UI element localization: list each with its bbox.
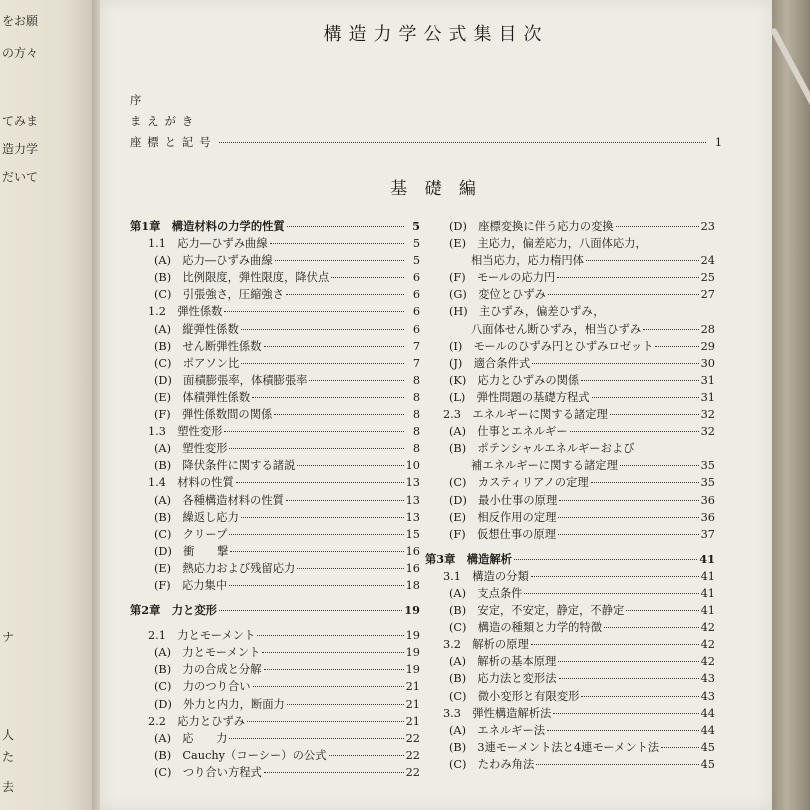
toc-entry xyxy=(130,406,420,423)
leader-dots xyxy=(264,669,404,670)
leader-dots xyxy=(661,747,698,748)
page-number: 18 xyxy=(405,578,420,592)
page-number: 37 xyxy=(700,527,715,541)
entry-title: (A) 支点条件 xyxy=(449,586,523,600)
entry-title: (C) クリープ xyxy=(154,527,228,541)
toc-entry xyxy=(130,252,420,269)
page-number: 8 xyxy=(412,408,420,422)
entry-title: (A) 縦弾性係数 xyxy=(154,322,239,336)
toc-section xyxy=(130,713,420,730)
toc-entry xyxy=(425,474,715,491)
entry-title: 第1章 構造材料の力学的性質 xyxy=(130,219,285,233)
leader-dots xyxy=(270,243,404,244)
toc-section xyxy=(425,568,715,585)
leader-dots xyxy=(297,568,403,569)
entry-title: (K) 応力とひずみの関係 xyxy=(449,373,580,387)
leader-dots xyxy=(559,678,699,679)
toc-entry xyxy=(425,509,715,526)
leader-dots xyxy=(532,363,698,364)
left-page-text-fragment: た xyxy=(2,750,15,764)
toc-entry xyxy=(130,509,420,526)
leader-dots xyxy=(558,661,698,662)
toc-entry xyxy=(130,661,420,678)
entry-title: (B) 安定，不安定，静定，不静定 xyxy=(449,604,625,618)
toc-entry xyxy=(130,355,420,372)
page-number: 5 xyxy=(412,237,420,251)
leader-dots xyxy=(230,551,403,552)
leader-dots xyxy=(253,686,404,687)
entry-title: (A) 各種構造材料の性質 xyxy=(154,493,284,507)
toc-entry xyxy=(425,602,715,619)
entry-title: (E) 熱応力および残留応力 xyxy=(154,561,296,575)
toc-section xyxy=(425,406,715,423)
leader-dots xyxy=(548,294,699,295)
leader-dots xyxy=(604,627,699,628)
leader-dots xyxy=(643,329,698,330)
toc-entry xyxy=(425,526,715,543)
toc-entry xyxy=(130,764,420,781)
toc-entry xyxy=(425,389,715,406)
left-page-text-fragment: の方々 xyxy=(2,46,39,60)
page-number: 41 xyxy=(700,604,715,618)
entry-title: 2.3 エネルギーに関する諸定理 xyxy=(443,408,608,422)
leader-dots xyxy=(274,414,404,415)
page-number: 13 xyxy=(405,510,420,524)
page-number: 7 xyxy=(412,339,420,353)
toc-entry xyxy=(130,644,420,661)
page-number: 6 xyxy=(412,271,420,285)
toc-section xyxy=(425,705,715,722)
leader-dots xyxy=(247,721,404,722)
toc-entry xyxy=(425,457,715,474)
leader-dots xyxy=(286,500,404,501)
page-number: 25 xyxy=(700,271,715,285)
page-number: 36 xyxy=(700,493,715,507)
toc-entry xyxy=(130,560,420,577)
page-number: 41 xyxy=(700,586,715,600)
entry-title: (A) 力とモーメント xyxy=(154,646,261,660)
entry-title: (C) たわみ角法 xyxy=(449,757,535,771)
leader-dots xyxy=(655,346,698,347)
page-number: 10 xyxy=(405,459,420,473)
left-page-text-fragment: だいて xyxy=(2,170,39,184)
previous-page-edge xyxy=(0,0,92,810)
page-number: 28 xyxy=(700,322,715,336)
page-number: 15 xyxy=(405,527,420,541)
page-number: 13 xyxy=(405,493,420,507)
toc-section xyxy=(130,235,420,252)
toc-entry xyxy=(130,372,420,389)
entry-title: (E) 相反作用の定理 xyxy=(449,510,557,524)
page-number: 43 xyxy=(700,672,715,686)
leader-dots xyxy=(558,534,699,535)
leader-dots xyxy=(264,346,405,347)
toc-entry xyxy=(130,730,420,747)
contents-page xyxy=(100,0,772,810)
section-heading: 基 礎 編 xyxy=(390,179,482,199)
page-number: 27 xyxy=(700,288,715,302)
entry-title: (D) 面積膨張率，体積膨張率 xyxy=(154,373,308,387)
entry-title: (B) 力の合成と分解 xyxy=(154,663,262,677)
page-number: 29 xyxy=(700,339,715,353)
toc-entry xyxy=(425,372,715,389)
page-number: 8 xyxy=(412,425,420,439)
toc-entry xyxy=(425,355,715,372)
toc-entry xyxy=(425,235,715,252)
leader-dots xyxy=(297,465,403,466)
toc-entry xyxy=(130,440,420,457)
page-number: 41 xyxy=(699,551,715,566)
page-number: 32 xyxy=(700,408,715,422)
entry-title: (C) 力のつり合い xyxy=(154,680,251,694)
leader-dots xyxy=(252,397,404,398)
entry-title: (C) 引張強さ，圧縮強さ xyxy=(154,288,284,302)
leader-dots xyxy=(626,610,698,611)
entry-title: (J) 適合条件式 xyxy=(449,356,531,370)
page-number: 5 xyxy=(412,254,420,268)
page-number: 6 xyxy=(412,305,420,319)
entry-title: (B) 降伏条件に関する諸説 xyxy=(154,459,296,473)
leader-dots xyxy=(557,277,698,278)
leader-dots xyxy=(547,730,699,731)
page-number: 35 xyxy=(700,476,715,490)
left-page-text-fragment: 人 xyxy=(2,728,15,742)
toc-section xyxy=(130,423,420,440)
page-number: 41 xyxy=(700,569,715,583)
leader-dots xyxy=(257,635,403,636)
leader-dots xyxy=(536,764,698,765)
entry-title: (D) 座標変換に伴う応力の変換 xyxy=(449,220,614,233)
left-page-text-fragment: てみま xyxy=(2,114,39,128)
entry-title: (A) 解析の基本原理 xyxy=(449,655,557,669)
page-number: 6 xyxy=(412,288,420,302)
page-number: 16 xyxy=(405,561,420,575)
toc-entry xyxy=(425,423,715,440)
leader-dots xyxy=(581,696,698,697)
toc-entry xyxy=(425,440,715,457)
toc-chapter xyxy=(130,602,420,619)
page-number: 31 xyxy=(700,373,715,387)
toc-entry xyxy=(425,653,715,670)
entry-title: (B) ポテンシャルエネルギーおよび xyxy=(449,442,635,456)
leader-dots xyxy=(287,704,404,705)
toc-entry xyxy=(130,747,420,764)
entry-title: 第3章 構造解析 xyxy=(425,551,512,566)
entry-title: まえがき xyxy=(130,115,200,128)
toc-entry xyxy=(425,218,715,235)
toc-entry xyxy=(130,286,420,303)
front-matter-entry xyxy=(130,113,722,130)
entry-title: (D) 最小仕事の原理 xyxy=(449,493,558,507)
leader-dots xyxy=(531,576,699,577)
leader-dots xyxy=(610,414,699,415)
left-page-text-fragment: ナ xyxy=(2,630,15,644)
entry-title: (C) 構造の種類と力学的特徴 xyxy=(449,621,603,635)
page-number: 23 xyxy=(700,220,715,233)
entry-title: (E) 体積弾性係数 xyxy=(154,390,251,404)
toc-entry xyxy=(130,543,420,560)
toc-column-right xyxy=(425,218,715,773)
entry-title: (L) 弾性問題の基礎方程式 xyxy=(449,390,590,404)
entry-title: 3.3 弾性構造解析法 xyxy=(443,706,552,720)
entry-title: (E) 主応力，偏差応力，八面体応力， xyxy=(449,237,647,251)
entry-title: 序 xyxy=(130,94,148,107)
entry-title: 1.2 弾性係数 xyxy=(148,305,223,319)
entry-title: (A) エネルギー法 xyxy=(449,723,546,737)
entry-title: 1.4 材料の性質 xyxy=(148,476,234,490)
toc-entry xyxy=(425,756,715,773)
toc-entry xyxy=(130,269,420,286)
entry-title: 1.1 応力―ひずみ曲線 xyxy=(148,237,268,251)
page-number: 45 xyxy=(700,757,715,771)
page-number: 1 xyxy=(714,136,722,149)
page-number: 8 xyxy=(412,390,420,404)
leader-dots xyxy=(514,559,697,560)
left-page-text-fragment: 去 xyxy=(2,780,15,794)
toc-chapter xyxy=(425,551,715,568)
entry-title: (A) 仕事とエネルギー xyxy=(449,425,568,439)
entry-title: (I) モールのひずみ円とひずみロゼット xyxy=(449,339,654,353)
leader-dots xyxy=(224,311,404,312)
leader-dots xyxy=(224,431,404,432)
entry-title: (D) 外力と内力，断面力 xyxy=(154,697,285,711)
entry-title: 3.2 解析の原理 xyxy=(443,638,529,652)
page-number: 6 xyxy=(412,322,420,336)
entry-title: 3.1 構造の分類 xyxy=(443,569,529,583)
leader-dots xyxy=(229,585,403,586)
toc-entry xyxy=(425,585,715,602)
leader-dots xyxy=(241,329,404,330)
page-number: 8 xyxy=(412,442,420,456)
toc-chapter xyxy=(130,218,420,235)
page-number: 36 xyxy=(700,510,715,524)
page-number: 21 xyxy=(405,714,420,728)
leader-dots xyxy=(275,260,404,261)
page-number: 44 xyxy=(700,723,715,737)
toc-section xyxy=(425,636,715,653)
entry-title: (B) 応力法と変形法 xyxy=(449,672,557,686)
page-number: 24 xyxy=(700,254,715,268)
leader-dots xyxy=(229,534,403,535)
front-matter-entry xyxy=(130,92,722,109)
toc-entry xyxy=(425,492,715,509)
entry-title: (H) 主ひずみ，偏差ひずみ， xyxy=(449,305,605,319)
entry-title: (C) カスティリアノの定理 xyxy=(449,476,589,490)
leader-dots xyxy=(309,380,404,381)
page-number: 16 xyxy=(405,544,420,558)
page-number: 22 xyxy=(405,765,420,779)
leader-dots xyxy=(620,465,699,466)
leader-dots xyxy=(241,363,404,364)
page-number: 45 xyxy=(700,740,715,754)
toc-entry xyxy=(425,252,715,269)
entry-title: 1.3 塑性変形 xyxy=(148,425,223,439)
entry-title: (F) 応力集中 xyxy=(154,578,228,592)
leader-dots xyxy=(581,380,698,381)
toc-entry xyxy=(425,321,715,338)
leader-dots xyxy=(219,610,402,611)
leader-dots xyxy=(286,294,404,295)
page-number: 5 xyxy=(412,219,420,233)
leader-dots xyxy=(524,593,698,594)
leader-dots xyxy=(570,431,699,432)
toc-entry xyxy=(130,577,420,594)
toc-entry xyxy=(130,526,420,543)
page-number: 42 xyxy=(700,621,715,635)
page-number: 19 xyxy=(404,603,420,618)
toc-entry xyxy=(425,688,715,705)
toc-entry xyxy=(130,678,420,695)
page-number: 32 xyxy=(700,425,715,439)
toc-entry xyxy=(425,303,715,320)
leader-dots xyxy=(331,277,404,278)
table-surface xyxy=(772,0,810,810)
left-page-text-fragment: をお願 xyxy=(2,14,39,28)
toc-entry xyxy=(425,338,715,355)
toc-entry xyxy=(130,338,420,355)
entry-title: 相当応力，応力楕円体 xyxy=(471,254,584,268)
entry-title: (B) せん断弾性係数 xyxy=(154,339,262,353)
page-number: 13 xyxy=(405,476,420,490)
entry-title: (F) 弾性係数間の関係 xyxy=(154,408,273,422)
page-number: 19 xyxy=(405,629,420,643)
page-number: 42 xyxy=(700,638,715,652)
toc-entry xyxy=(425,739,715,756)
entry-title: 2.1 力とモーメント xyxy=(148,629,256,643)
entry-title: (B) 3連モーメント法と4連モーメント法 xyxy=(449,740,660,754)
toc-entry xyxy=(130,457,420,474)
leader-dots xyxy=(558,517,698,518)
leader-dots xyxy=(262,652,403,653)
leader-dots xyxy=(591,482,699,483)
entry-title: (F) モールの応力円 xyxy=(449,271,556,285)
page-number: 19 xyxy=(405,663,420,677)
entry-title: 座標と記号 xyxy=(130,136,217,149)
entry-title: 2.2 応力とひずみ xyxy=(148,714,246,728)
leader-dots xyxy=(531,644,699,645)
leader-dots xyxy=(329,755,404,756)
entry-title: (C) 微小変形と有限変形 xyxy=(449,689,580,703)
leader-dots xyxy=(229,738,403,739)
page-number: 22 xyxy=(405,748,420,762)
page-number: 44 xyxy=(700,706,715,720)
page-number: 43 xyxy=(700,689,715,703)
toc-entry xyxy=(425,269,715,286)
leader-dots xyxy=(592,397,699,398)
entry-title: (A) 応力―ひずみ曲線 xyxy=(154,254,273,268)
page-title: 構造力学公式集目次 xyxy=(323,24,549,45)
leader-dots xyxy=(559,500,698,501)
entry-title: 補エネルギーに関する諸定理 xyxy=(471,459,618,473)
toc-column-left xyxy=(130,218,420,781)
toc-entry xyxy=(130,389,420,406)
page-number: 21 xyxy=(405,697,420,711)
page-number: 7 xyxy=(412,356,420,370)
page-number: 31 xyxy=(700,390,715,404)
leader-dots xyxy=(229,448,404,449)
page-number: 19 xyxy=(405,646,420,660)
entry-title: (B) 繰返し応力 xyxy=(154,510,239,524)
entry-title: (D) 衝 撃 xyxy=(154,544,229,558)
toc-entry xyxy=(425,286,715,303)
leader-dots xyxy=(287,226,404,227)
toc-entry xyxy=(425,670,715,687)
page-number: 21 xyxy=(405,680,420,694)
page-number: 22 xyxy=(405,731,420,745)
page-number: 8 xyxy=(412,373,420,387)
entry-title: 第2章 力と変形 xyxy=(130,603,217,618)
entry-title: (F) 仮想仕事の原理 xyxy=(449,527,557,541)
entry-title: (B) Cauchy（コーシー）の公式 xyxy=(154,748,327,762)
leader-dots xyxy=(236,482,404,483)
entry-title: (B) 比例限度，弾性限度，降伏点 xyxy=(154,271,330,285)
entry-title: (G) 変位とひずみ xyxy=(449,288,546,302)
left-page-text-fragment: 造力学 xyxy=(2,142,39,156)
entry-title: (C) ポアソン比 xyxy=(154,356,240,370)
leader-dots xyxy=(553,713,698,714)
toc-section xyxy=(130,303,420,320)
front-matter-entry xyxy=(130,134,722,151)
entry-title: 八面体せん断ひずみ，相当ひずみ xyxy=(471,322,642,336)
toc-entry xyxy=(130,492,420,509)
entry-title: (A) 応 力 xyxy=(154,731,228,745)
leader-dots xyxy=(264,772,404,773)
leader-dots xyxy=(241,517,404,518)
toc-entry xyxy=(130,696,420,713)
toc-entry xyxy=(425,722,715,739)
leader-dots xyxy=(616,226,699,227)
page-number: 42 xyxy=(700,655,715,669)
page-number: 35 xyxy=(700,459,715,473)
leader-dots xyxy=(586,260,699,261)
toc-entry xyxy=(130,321,420,338)
toc-section xyxy=(130,474,420,491)
toc-section xyxy=(130,627,420,644)
toc-entry xyxy=(425,619,715,636)
page-number: 30 xyxy=(700,356,715,370)
entry-title: (A) 塑性変形 xyxy=(154,442,228,456)
leader-dots xyxy=(219,142,707,143)
entry-title: (C) つり合い方程式 xyxy=(154,765,262,779)
